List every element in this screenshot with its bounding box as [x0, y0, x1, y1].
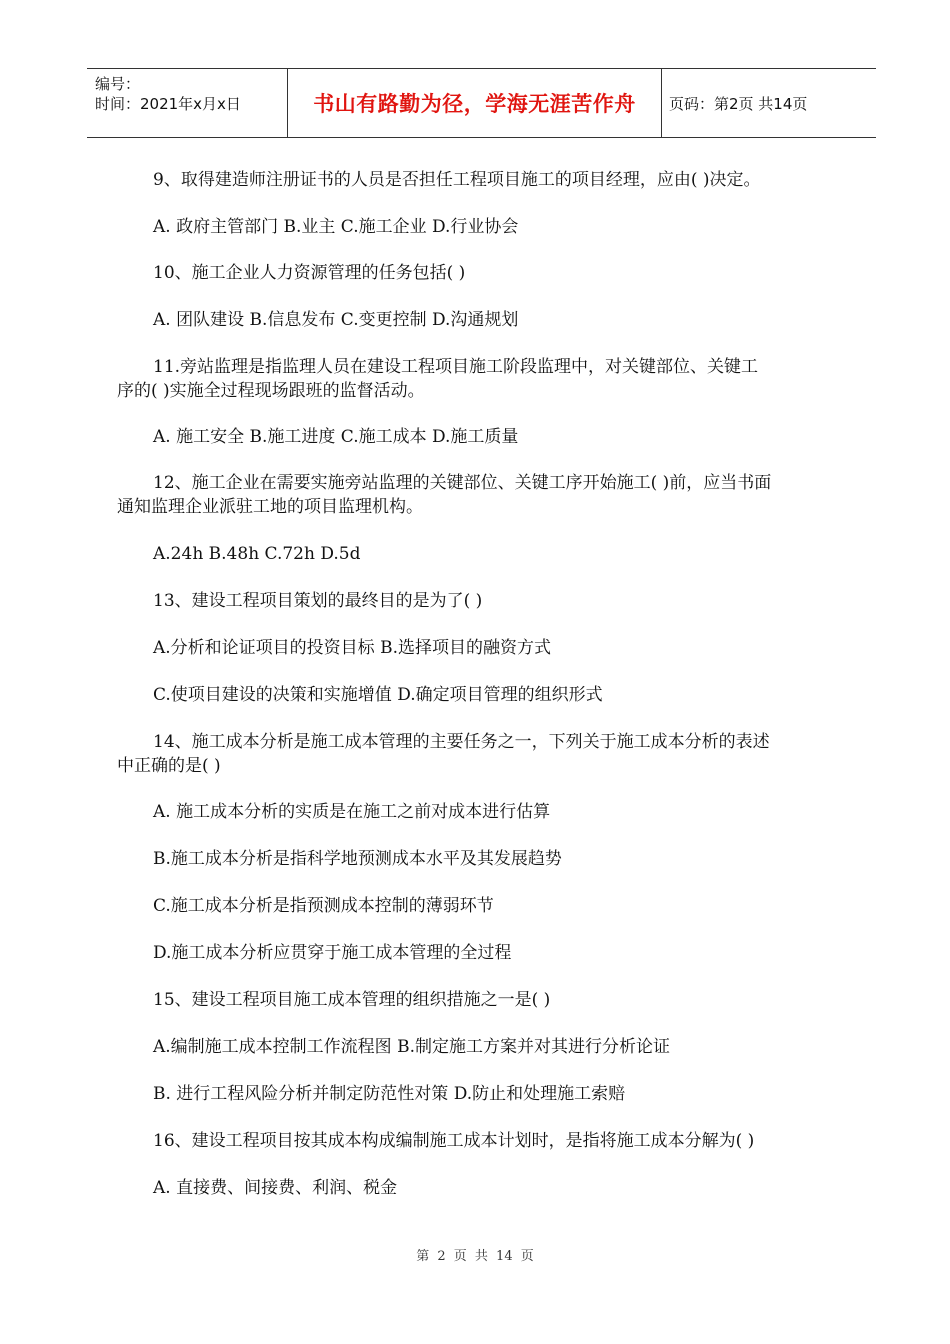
page-info: 页码：第2页 共14页: [669, 94, 808, 113]
question-9-options: A. 政府主管部门 B.业主 C.施工企业 D.行业协会: [153, 217, 519, 237]
header-page-info-cell: [661, 69, 876, 137]
question-14-option-c: C.施工成本分析是指预测成本控制的薄弱环节: [153, 896, 494, 916]
question-14-stem: 14、施工成本分析是施工成本管理的主要任务之一，下列关于施工成本分析的表述 中正确的是( ): [117, 732, 770, 776]
question-10-stem: 10、施工企业人力资源管理的任务包括( ): [153, 263, 466, 283]
question-12-options: A.24h B.48h C.72h D.5d: [153, 544, 361, 564]
question-14-option-d: D.施工成本分析应贯穿于施工成本管理的全过程: [153, 943, 512, 963]
motto: 书山有路勤为径，学海无涯苦作舟: [313, 92, 636, 116]
question-12-stem: 12、施工企业在需要实施旁站监理的关键部位、关键工序开始施工( )前，应当书面 通知监理企业派驻工地的项目监理机构。: [117, 473, 772, 517]
question-9-stem: 9、取得建造师注册证书的人员是否担任工程项目施工的项目经理，应由( )决定。: [153, 170, 761, 190]
header-motto-cell: [287, 69, 662, 137]
question-13-option-ab: A.分析和论证项目的投资目标 B.选择项目的融资方式: [153, 638, 551, 658]
question-13-option-cd: C.使项目建设的决策和实施增值 D.确定项目管理的组织形式: [153, 685, 603, 705]
question-10-options: A. 团队建设 B.信息发布 C.变更控制 D.沟通规划: [153, 310, 519, 330]
question-13-stem: 13、建设工程项目策划的最终目的是为了( ): [153, 591, 483, 611]
question-15-stem: 15、建设工程项目施工成本管理的组织措施之一是( ): [153, 990, 551, 1010]
page-footer: 第 2 页 共 14 页: [416, 1249, 534, 1264]
question-16-option-a: A. 直接费、间接费、利润、税金: [153, 1178, 398, 1198]
header-meta: [87, 69, 287, 137]
question-11-stem: 11.旁站监理是指监理人员在建设工程项目施工阶段监理中，对关键部位、关键工 序的( )实施全过程现场跟班的监督活动。: [117, 357, 759, 401]
serial-label: 编号：: [95, 75, 141, 93]
question-11-options: A. 施工安全 B.施工进度 C.施工成本 D.施工质量: [153, 427, 519, 447]
question-15-option-cd: B. 进行工程风险分析并制定防范性对策 D.防止和处理施工索赔: [153, 1084, 626, 1104]
question-16-stem: 16、建设工程项目按其成本构成编制施工成本计划时，是指将施工成本分解为( ): [153, 1131, 755, 1151]
document-body: [117, 168, 847, 1200]
page-header: [87, 68, 876, 138]
question-15-option-ab: A.编制施工成本控制工作流程图 B.制定施工方案并对其进行分析论证: [153, 1037, 670, 1057]
question-14-option-a: A. 施工成本分析的实质是在施工之前对成本进行估算: [153, 802, 551, 822]
question-14-option-b: B.施工成本分析是指科学地预测成本水平及其发展趋势: [153, 849, 562, 869]
time-label: 时间：2021年x月x日: [95, 95, 241, 113]
